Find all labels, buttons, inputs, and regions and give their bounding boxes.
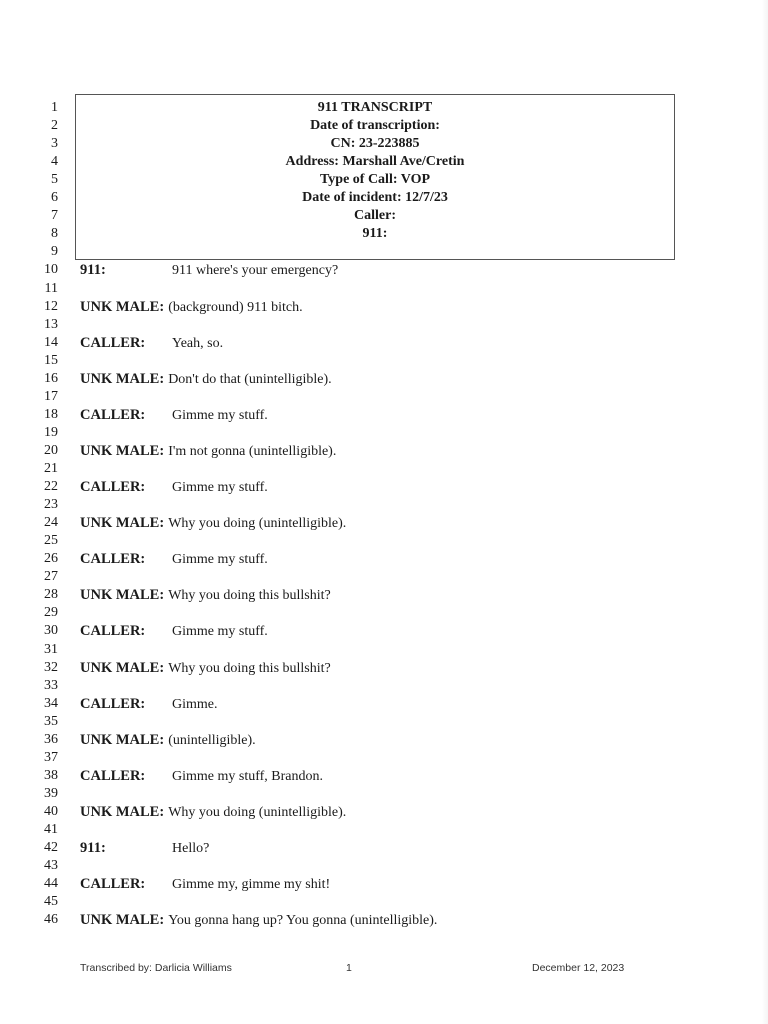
- line-number: 23: [44, 497, 58, 513]
- line-number: 17: [44, 388, 58, 404]
- header-line: Caller:: [354, 208, 396, 224]
- speech-text: Gimme.: [172, 696, 218, 712]
- line-number: 8: [51, 226, 58, 242]
- speech-text: Don't do that (unintelligible).: [168, 371, 332, 387]
- footer-date: December 12, 2023: [532, 962, 625, 974]
- line-number: 20: [44, 442, 58, 458]
- line-number: 7: [51, 208, 58, 224]
- speaker-label: UNK MALE:: [80, 803, 165, 820]
- line-number: 12: [44, 298, 58, 314]
- line-number: 35: [44, 713, 58, 729]
- line-number: 18: [44, 406, 58, 422]
- speaker-label: CALLER:: [80, 876, 146, 893]
- transcript-entry: [80, 405, 268, 425]
- line-number: 1: [51, 100, 58, 115]
- line-number: 38: [44, 767, 58, 783]
- line-number: 5: [51, 172, 58, 188]
- transcript-entry: [80, 766, 323, 786]
- transcript-entry: [80, 802, 346, 822]
- speech-text: 911 where's your emergency?: [172, 263, 339, 279]
- speech-text: Gimme my stuff.: [172, 407, 268, 423]
- line-number: 3: [51, 136, 58, 152]
- transcript-entry: [80, 477, 268, 497]
- line-number: 6: [51, 190, 58, 206]
- line-number: 46: [44, 912, 58, 928]
- line-number: 33: [44, 677, 58, 693]
- line-number: 39: [44, 785, 58, 801]
- speech-text: Why you doing this bullshit?: [168, 660, 331, 676]
- line-number: 40: [44, 803, 58, 819]
- speaker-label: 911:: [80, 262, 106, 279]
- line-number: 2: [51, 118, 58, 134]
- line-number: 27: [44, 569, 58, 585]
- speaker-label: UNK MALE:: [80, 298, 165, 315]
- line-number: 13: [44, 316, 58, 332]
- speaker-label: CALLER:: [80, 551, 146, 568]
- line-number: 21: [44, 461, 58, 476]
- speaker-label: CALLER:: [80, 334, 146, 351]
- speech-text: Yeah, so.: [172, 335, 224, 351]
- line-number: 25: [44, 533, 58, 549]
- speaker-label: CALLER:: [80, 623, 146, 640]
- speech-text: Gimme my, gimme my shit!: [172, 877, 331, 893]
- speaker-label: UNK MALE:: [80, 370, 165, 387]
- speech-text: Gimme my stuff.: [172, 552, 268, 568]
- speech-text: Gimme my stuff, Brandon.: [172, 768, 324, 784]
- transcript-entry: [80, 874, 330, 894]
- speaker-label: UNK MALE:: [80, 731, 165, 748]
- line-number: 32: [44, 659, 58, 675]
- line-number: 22: [44, 479, 58, 495]
- transcript-entry: [80, 333, 223, 353]
- transcript-entry: [80, 369, 332, 389]
- speaker-label: UNK MALE:: [80, 912, 165, 929]
- footer-transcriber: Transcribed by: Darlicia Williams: [80, 962, 232, 974]
- line-number: 14: [44, 334, 58, 350]
- speaker-label: UNK MALE:: [80, 442, 165, 459]
- speech-text: Why you doing this bullshit?: [168, 588, 331, 604]
- line-number: 44: [44, 876, 58, 892]
- speech-text: I'm not gonna (unintelligible).: [168, 443, 337, 459]
- transcript-entry: [80, 441, 336, 461]
- speech-text: Gimme my stuff.: [172, 480, 268, 496]
- line-number: 26: [44, 551, 58, 567]
- speech-text: Hello?: [172, 841, 210, 857]
- line-number: 19: [44, 424, 58, 440]
- line-number: 34: [44, 695, 58, 711]
- speaker-label: CALLER:: [80, 406, 146, 423]
- speaker-label: 911:: [80, 840, 106, 857]
- line-number: 43: [44, 858, 58, 874]
- speaker-label: UNK MALE:: [80, 515, 165, 532]
- header-line: Type of Call: VOP: [319, 172, 431, 188]
- line-number: 11: [44, 280, 58, 296]
- header-line: Date of transcription:: [310, 118, 440, 134]
- line-number: 15: [44, 352, 58, 368]
- footer-page-number: 1: [346, 962, 352, 974]
- header-line: 911:: [362, 226, 388, 242]
- speech-text: (unintelligible).: [168, 732, 256, 748]
- line-number: 45: [44, 894, 58, 910]
- transcript-entry: [80, 658, 331, 678]
- transcript-entry: [80, 838, 209, 858]
- header-line: 911 TRANSCRIPT: [317, 100, 433, 115]
- line-number: 4: [51, 154, 58, 170]
- speaker-label: CALLER:: [80, 695, 146, 712]
- transcript-entry: [80, 585, 331, 605]
- line-number: 9: [51, 244, 58, 260]
- line-number: 37: [44, 749, 58, 765]
- header-line: CN: 23-223885: [330, 136, 420, 152]
- transcript-entry: [80, 621, 268, 641]
- line-number: 29: [44, 605, 58, 621]
- page-edge-shadow: [762, 0, 768, 1024]
- speaker-label: CALLER:: [80, 479, 146, 496]
- line-number: 42: [44, 840, 58, 856]
- speech-text: Why you doing (unintelligible).: [168, 804, 347, 820]
- speech-text: (background) 911 bitch.: [168, 299, 303, 315]
- transcript-entry: [80, 297, 303, 317]
- speaker-label: UNK MALE:: [80, 659, 165, 676]
- header-line: Date of incident: 12/7/23: [302, 190, 448, 206]
- header-line: Address: Marshall Ave/Cretin: [285, 154, 465, 170]
- line-number: 28: [44, 587, 58, 603]
- speech-text: Why you doing (unintelligible).: [168, 516, 347, 532]
- line-number: 10: [44, 262, 58, 278]
- line-number: 24: [44, 515, 58, 531]
- transcript-entry: [80, 260, 338, 280]
- line-number: 16: [44, 370, 58, 386]
- transcript-entry: [80, 513, 346, 533]
- speaker-label: CALLER:: [80, 767, 146, 784]
- line-number: 36: [44, 731, 58, 747]
- speaker-label: UNK MALE:: [80, 587, 165, 604]
- line-number: 41: [44, 822, 58, 837]
- line-number: 30: [44, 623, 58, 639]
- transcript-entry: [80, 694, 218, 714]
- transcript-entry: [80, 549, 268, 569]
- speech-text: You gonna hang up? You gonna (unintelligible).: [168, 913, 438, 929]
- speech-text: Gimme my stuff.: [172, 624, 268, 640]
- transcript-entry: [80, 730, 256, 750]
- line-number: 31: [44, 641, 58, 657]
- transcript-entry: [80, 910, 437, 930]
